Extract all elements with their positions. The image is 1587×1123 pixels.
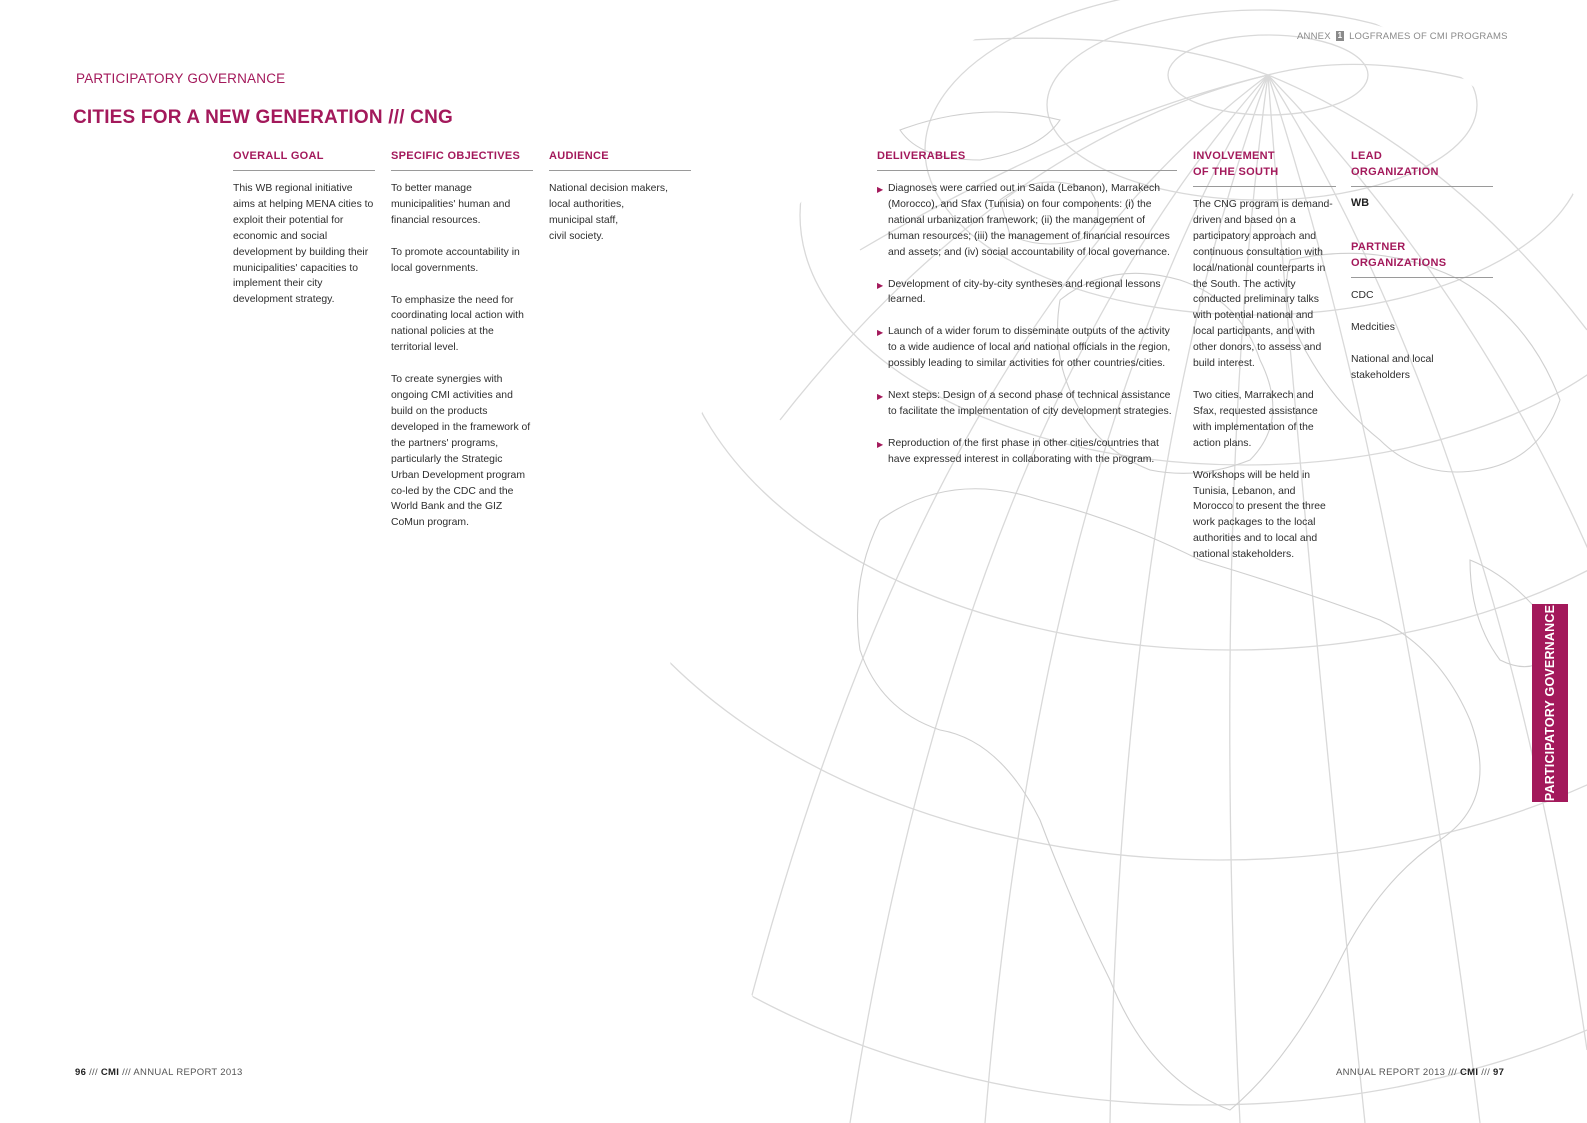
organizations-column: [1351, 148, 1493, 400]
footer-separator: ///: [86, 1067, 101, 1078]
involvement-heading: [1193, 148, 1336, 187]
lead-organization-heading: [1351, 148, 1493, 187]
lead-organization-value: WB: [1351, 197, 1369, 209]
partner-item: National and local stakeholders: [1351, 353, 1434, 381]
deliverable-text: Next steps: Design of a second phase of technical assistance to facilitate the implementation of city development strategies.: [888, 390, 1172, 417]
involvement-column: [1193, 148, 1336, 579]
page-number-left: 96: [75, 1067, 87, 1078]
footer-separator: ///: [119, 1067, 134, 1078]
deliverable-text: Diagnoses were carried out in Saida (Lebanon), Marrakech (Morocco), and Sfax (Tunisia) on four components: (i) the national urbanization framework; (ii) the management of human resources; (iii) the management of financial resources and assets; and (iv) social accountability of local governance.: [888, 183, 1170, 258]
footer-report-title: ANNUAL REPORT 2013: [133, 1067, 243, 1078]
deliverable-item: [877, 388, 1177, 420]
footer-report-title: ANNUAL REPORT 2013: [1336, 1067, 1446, 1078]
overall-goal-text: This WB regional initiative aims at helping MENA cities to exploit their potential for economic and social development by building their municipalities' capacities to implement their city development strategy.: [233, 183, 374, 306]
deliverable-text: Launch of a wider forum to disseminate outputs of the activity to a wide audience of local and national officials in the region, possibly leading to similar activities for other countries/cities.: [888, 326, 1171, 370]
section-side-tab: [1532, 604, 1568, 802]
deliverables-column: [877, 148, 1177, 484]
partner-item: Medcities: [1351, 321, 1395, 333]
footer-right: [1336, 1067, 1504, 1078]
lead-heading-line: ORGANIZATION: [1351, 166, 1439, 178]
audience-heading: AUDIENCE: [549, 148, 691, 171]
deliverables-heading: DELIVERABLES: [877, 148, 1177, 171]
objective-4: To create synergies with ongoing CMI activities and build on the products developed in the framework of the partners' programs, particularly the Strategic Urban Development program co-led by the CDC and the World Bank and the GIZ CoMun program.: [391, 374, 531, 529]
deliverable-item: [877, 181, 1177, 261]
partner-heading-line: PARTNER: [1351, 241, 1406, 253]
annex-label: ANNEX: [1297, 31, 1331, 42]
lead-heading-line: LEAD: [1351, 150, 1383, 162]
partner-organizations-heading: [1351, 239, 1493, 278]
annex-number: 1: [1337, 31, 1343, 40]
footer-separator: ///: [1478, 1067, 1493, 1078]
specific-objectives-column: [391, 148, 533, 547]
deliverables-list: [877, 181, 1177, 468]
overall-goal-heading: OVERALL GOAL: [233, 148, 375, 171]
page-title: CITIES FOR A NEW GENERATION /// CNG: [73, 107, 453, 128]
overall-goal-column: [233, 148, 375, 324]
audience-item: local authorities,: [549, 198, 625, 210]
deliverable-item: [877, 436, 1177, 468]
deliverable-item: [877, 277, 1177, 309]
involvement-text: Workshops will be held in Tunisia, Lebanon, and Morocco to present the three work packages to the local authorities and to local and national stakeholders.: [1193, 469, 1326, 561]
footer-brand: CMI: [100, 1067, 120, 1078]
deliverable-text: Reproduction of the first phase in other cities/countries that have expressed interest in collaborating with the program.: [888, 437, 1159, 465]
footer-separator: ///: [1445, 1067, 1460, 1078]
involvement-text: The CNG program is demand-driven and based on a participatory approach and continuous consultation with local/national counterparts in the South. The activity conducted preliminary talks with potential national and local participants, and with other donors, to assess and build interest.: [1193, 199, 1333, 370]
bullet-triangle-icon: ▶: [877, 280, 884, 290]
involvement-heading-line: INVOLVEMENT: [1193, 150, 1275, 162]
deliverable-text: Development of city-by-city syntheses and regional lessons learned.: [888, 278, 1161, 306]
bullet-triangle-icon: ▶: [877, 392, 884, 402]
involvement-heading-line: OF THE SOUTH: [1193, 166, 1279, 178]
partner-item: CDC: [1351, 290, 1374, 301]
specific-objectives-heading: SPECIFIC OBJECTIVES: [391, 148, 533, 171]
bullet-triangle-icon: ▶: [877, 439, 884, 449]
footer-left: [75, 1067, 243, 1078]
bullet-triangle-icon: ▶: [877, 328, 884, 338]
side-tab-label: PARTICIPATORY GOVERNANCE: [1543, 604, 1558, 802]
objective-3: To emphasize the need for coordinating local action with national policies at the territorial level.: [391, 294, 524, 354]
annex-title: LOGFRAMES OF CMI PROGRAMS: [1349, 31, 1508, 42]
audience-item: National decision makers,: [549, 183, 668, 194]
objective-1: To better manage municipalities' human and financial resources.: [391, 183, 511, 226]
section-label: PARTICIPATORY GOVERNANCE: [76, 71, 286, 86]
audience-item: municipal staff,: [549, 214, 619, 226]
audience-column: [549, 148, 691, 245]
deliverable-item: [877, 324, 1177, 372]
audience-item: civil society.: [549, 230, 604, 242]
objective-2: To promote accountability in local governments.: [391, 246, 520, 274]
footer-brand: CMI: [1459, 1067, 1479, 1078]
running-header: [1297, 31, 1508, 42]
involvement-text: Two cities, Marrakech and Sfax, requested assistance with implementation of the action plans.: [1193, 389, 1318, 449]
page-number-right: 97: [1492, 1067, 1505, 1078]
bullet-triangle-icon: ▶: [877, 185, 884, 194]
partner-heading-line: ORGANIZATIONS: [1351, 257, 1447, 269]
